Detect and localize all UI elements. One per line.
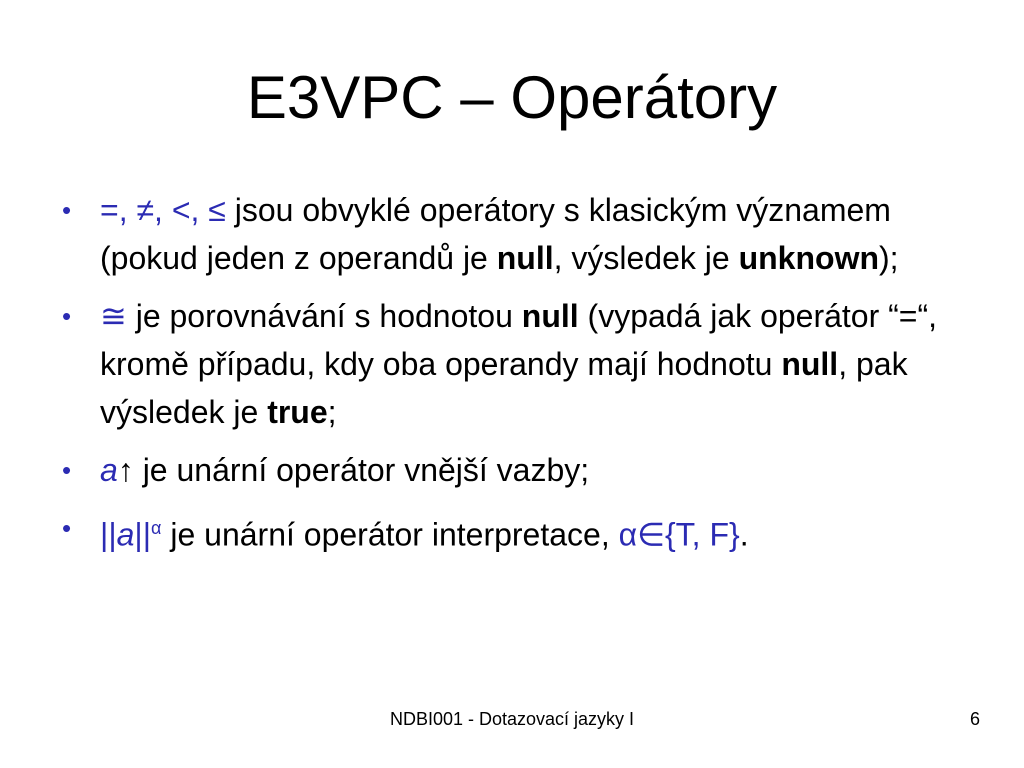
bullet-item (62, 446, 962, 494)
bullet-item (62, 292, 962, 436)
bullet-dot: • (62, 301, 72, 331)
interpretation-superscript: α (151, 518, 162, 538)
keyword-unknown: unknown (738, 240, 879, 276)
keyword-true: true (267, 394, 328, 430)
page-number: 6 (969, 709, 980, 729)
slide-footer: NDBI001 - Dotazovací jazyky I (389, 709, 635, 729)
bullet-text: , pak výsledek je (100, 346, 908, 430)
bullet-text: , výsledek je (553, 240, 739, 276)
bullet-list (62, 186, 962, 569)
up-arrow-icon: ↑ (117, 452, 134, 488)
interpretation-variable: a (116, 516, 135, 553)
bullet-text: je porovnávání s hodnotou (126, 298, 522, 334)
bullet-text: ; (327, 394, 337, 430)
bullet-dot: • (62, 513, 72, 543)
bullet-item (62, 186, 962, 282)
comparison-operators: =, ≠, <, ≤ (100, 192, 226, 228)
keyword-null: null (521, 298, 579, 334)
bullet-text: . (739, 516, 749, 553)
bullet-text: jsou obvyklé operátory s klasickým významem (pokud jeden z operandů je (100, 192, 891, 276)
null-equality-operator: ≅ (100, 298, 127, 334)
bullet-dot: • (62, 455, 72, 485)
bullet-dot: • (62, 195, 72, 225)
interpretation-open: || (100, 516, 117, 553)
bullet-text: je unární operátor vnější vazby; (133, 452, 590, 488)
slide-title: E3VPC – Operátory (246, 64, 778, 131)
bullet-item (62, 504, 962, 559)
bullet-text: ); (879, 240, 899, 276)
truth-set-expression: α∈{T, F} (618, 516, 740, 553)
keyword-null: null (496, 240, 554, 276)
keyword-null: null (781, 346, 839, 382)
outer-join-variable: a (100, 452, 118, 488)
bullet-text: je unární operátor interpretace, (161, 516, 619, 553)
interpretation-close: || (134, 516, 152, 553)
bullet-text: (vypadá jak operátor “=“, kromě případu, kdy oba operandy mají hodnotu (100, 298, 938, 382)
